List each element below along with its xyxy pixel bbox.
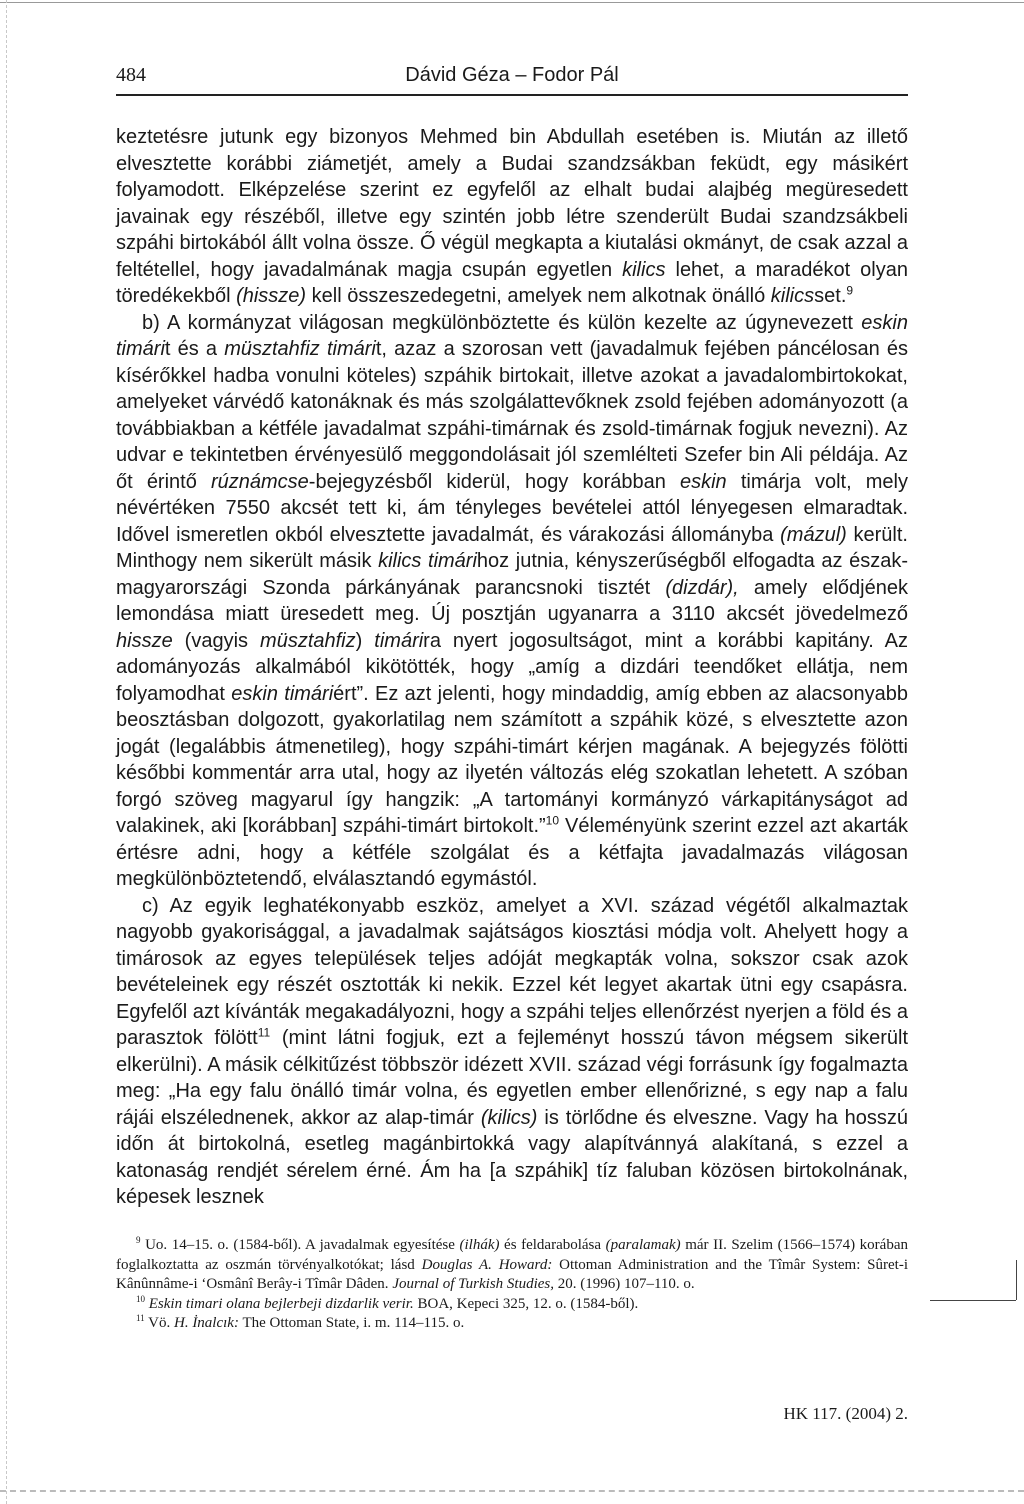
footnotes <box>116 1236 908 1334</box>
main-text <box>116 124 908 1211</box>
footnote-10: $^{10}$ Eskin timari olana bejlerbeji dizdarlik verir. BOA, Kepeci 325, 12. o. (1584-ből). <box>136 1293 639 1312</box>
journal-reference: HK 117. (2004) 2. <box>783 1404 908 1423</box>
scan-edge-rule <box>930 1300 1016 1301</box>
scan-bottom-edge <box>0 1490 1024 1492</box>
footnote-11: $^{11}$ Vö. H. İnalcık: The Ottoman State, i. m. 114–115. o. <box>136 1313 465 1331</box>
page-header <box>116 60 908 96</box>
scan-edge-mark <box>1016 1260 1017 1300</box>
running-title: Dávid Géza – Fodor Pál <box>405 64 619 86</box>
footnote-9: $^9$ Uo. 14–15. o. (1584-ből). A javadalmak egyesítése (ilhák) és feldarabolása (paralamak) már II. Szelim (1566–1574) korában foglalkoztatta az oszmán törvényalkotókat; lásd Douglas A. Howard: Ottoman Administration and the Tîmâr System: Sûret-i Kânûnnâme-i ‘Osmânî Berây-i Tîmâr Dâden. Journal of Turkish Studies, 20. (1996) 107–110. o. <box>116 1235 908 1292</box>
paragraph-c: c) Az egyik leghatékonyabb eszköz, amelyet a XVI. század végétől alkalmaztak nagyobb gyakorisággal, a javadalmak sajátságos kiosztási módja volt. Ahelyett hogy a timárosok az egyes települések teljes adóját megkapták volna, sokszor csak azok bevételeinek egy részét osztották ki nekik. Ezzel két legyet akartak ütni egy csapásra. Egyfelől azt kívánták megakadályozni, hogy a szpáhi teljes ellenőrzést nyerjen a föld és a parasztok fölött$^{11}$ (mint látni fogjuk, ezt a fejleményt hosszú távon mégsem sikerült elkerülni). A másik célkitűzést többször idézett XVII. század végi forrásunk így fogalmazta meg: „Ha egy falu önálló timár volna, és egyetlen ember ellenőrizné, s egy nap a falu rájái elszélednenek, akkor az alap-timár (kilics) is törlődne és elveszne. Vagy ha hosszú időn át birtokolná, esetleg magánbirtokká vagy alapítvánnyá alakítaná, s ezzel a katonaság rendjét sérelem érné. Ám ha [a szpáhik] tíz faluban közösen birtokolnának, képesek lesznek <box>116 894 909 1208</box>
footnote-ref-9: 9 <box>846 283 854 298</box>
footnote-ref-11: 11 <box>257 1025 271 1040</box>
paragraph-b: b) A kormányzat világosan megkülönböztette és külön kezelte az úgynevezett eskin timárit és a müsztahfiz timárit, azaz a szorosan vett (javadalmuk fejében páncélosan és kísérőkkel hadba vonulni köteles) szpáhik birtokait, illetve azokat a javadalombirtokokat, amelyeket várvédő katonáknak és más szolgálattevőknek zsold fejében adományozott (a továbbiakban a kétféle javadalmat szpáhi-timárnak és zsold-timárnak fogjuk nevezni). Az udvar e tekintetben érvényesülő meggondolásait jól szemlélteti Szefer bin Ali példája. Az őt érintő rúznámcse-bejegyzésből kiderül, hogy korábban eskin timárja volt, mely névértéken 7550 akcsét tett ki, ám tényleges bevételei attól lényegesen elmaradtak. Idővel ismeretlen okból elvesztette javadalmát, és várakozási állományba (mázul) került. Minthogy nem sikerült másik kilics timárihoz jutnia, kényszerűségből elfogadta az észak-magyarországi Szonda párkányának parancsnoki tisztét (dizdár), amely elődjének lemondása miatt üresedett meg. Új posztján ugyanarra a 3110 akcsét jövedelmező hissze (vagyis müsztahfiz) timárira nyert jogosultságot, mint a korábbi kapitány. Az adományozás alkalmából kikötötték, hogy „amíg a dizdári teendőket ellátja, nem folyamodhat eskin timáriért”. Ez azt jelenti, hogy mindaddig, amíg ebben az alacsonyabb beosztásban dolgozott, gyakorlatilag nem számított a szpáhik közé, s elvesztette azon jogát (legalábbis átmenetileg), hogy szpáhi-timárt kérjen magának. A bejegyzés fölötti későbbi kommentár arra utal, hogy az ilyetén változás elég szokatlan lehetett. A szóban forgó szöveg magyarul így hangzik: „A tartományi kormányzó várkapitányságot ad valakinek, aki [korábban] szpáhi-timárt birtokolt.”$^{10}$ Véleményünk szerint ezzel azt akarták értésre adni, hogy a kétféle szolgálat és a kétfajta javadalmazás világosan megkülönböztetendő, elválasztandó egymástól. <box>116 311 909 890</box>
scan-margin-line <box>6 0 7 1504</box>
page-number: 484 <box>116 64 146 86</box>
page-top-edge <box>0 2 1024 3</box>
paragraph-continued: keztetésre jutunk egy bizonyos Mehmed bin Abdullah esetében is. Miután az illető elvesztette korábbi ziámetjét, amely a Budai szandzsákban feküdt, egy másikért folyamodott. Elképzelése szerint ez egyfelől az elhalt budai alajbég megüresedett javainak egy részéből, illetve egy szintén jobb létre szenderült Budai szandzsákbeli szpáhi birtokából állt volna össze. Ő végül megkapta a kiutalási okmányt, de csak azzal a feltétellel, hogy javadalmának magja csupán egyetlen kilics lehet, a maradékot olyan töredékekből (hissze) kell összeszedegetni, amelyek nem alkotnak önálló kilicsset.$^9$ <box>116 126 908 307</box>
footnote-ref-10: 10 <box>545 813 560 828</box>
